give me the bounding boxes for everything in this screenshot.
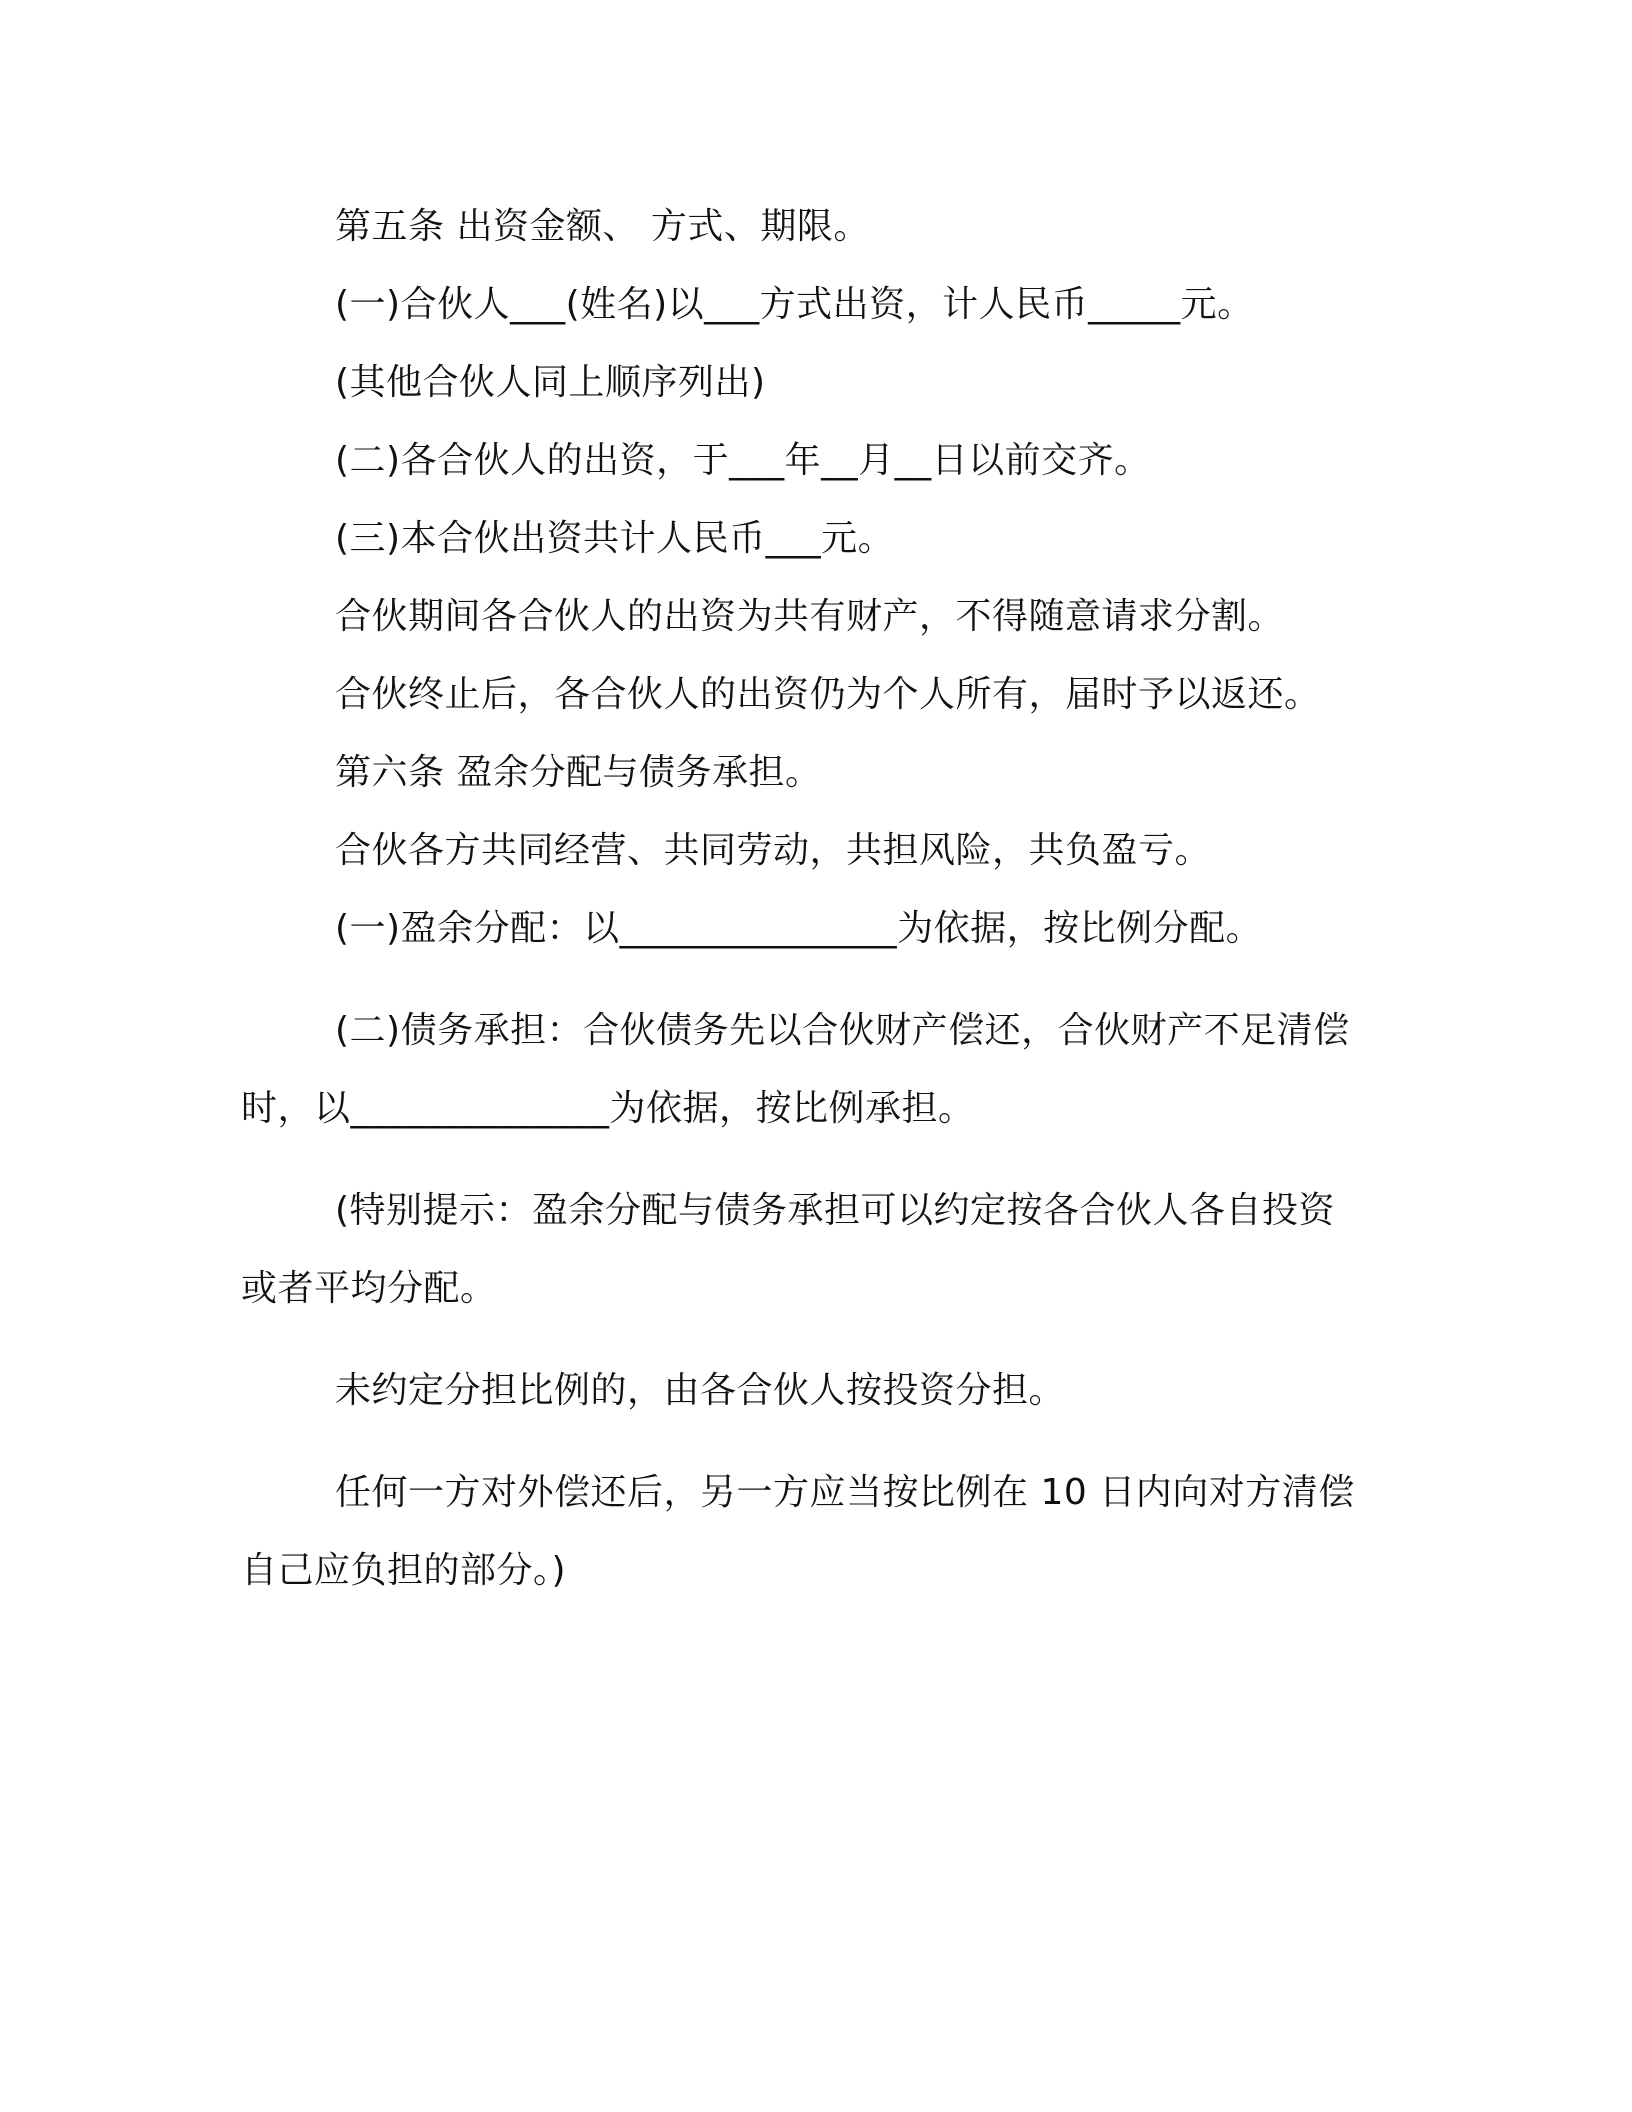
clause-6-1: (一)盈余分配：以_______________为依据，按比例分配。 xyxy=(335,908,1263,949)
clause-5-note: (其他合伙人同上顺序列出) xyxy=(335,362,766,403)
clause-5-3: (三)本合伙出资共计人民币___元。 xyxy=(335,518,895,559)
clause-5-return: 合伙终止后，各合伙人的出资仍为个人所有，届时予以返还。 xyxy=(335,674,1321,715)
clause-5-1: (一)合伙人___(姓名)以___方式出资，计人民币_____元。 xyxy=(335,284,1254,325)
clause-6-default-ratio: 未约定分担比例的，由各合伙人按投资分担。 xyxy=(335,1370,1066,1411)
clause-6-intro: 合伙各方共同经营、共同劳动，共担风险，共负盈亏。 xyxy=(335,830,1212,871)
clause-6-2: (二)债务承担：合伙债务先以合伙财产偿还，合伙财产不足清偿时，以______________为依据，按比例承担。 xyxy=(241,1010,1350,1129)
clause-6-special-note: (特别提示：盈余分配与债务承担可以约定按各合伙人各自投资或者平均分配。 xyxy=(241,1190,1336,1309)
article-5-heading: 第五条 出资金额、 方式、期限。 xyxy=(335,206,870,247)
clause-5-2: (二)各合伙人的出资，于___年__月__日以前交齐。 xyxy=(335,440,1151,481)
clause-5-common-property: 合伙期间各合伙人的出资为共有财产，不得随意请求分割。 xyxy=(335,596,1285,637)
clause-6-repayment: 任何一方对外偿还后，另一方应当按比例在 10 日内向对方清偿自己应负担的部分。) xyxy=(241,1472,1355,1591)
document-body xyxy=(241,188,1371,1610)
article-6-heading: 第六条 盈余分配与债务承担。 xyxy=(335,752,822,793)
